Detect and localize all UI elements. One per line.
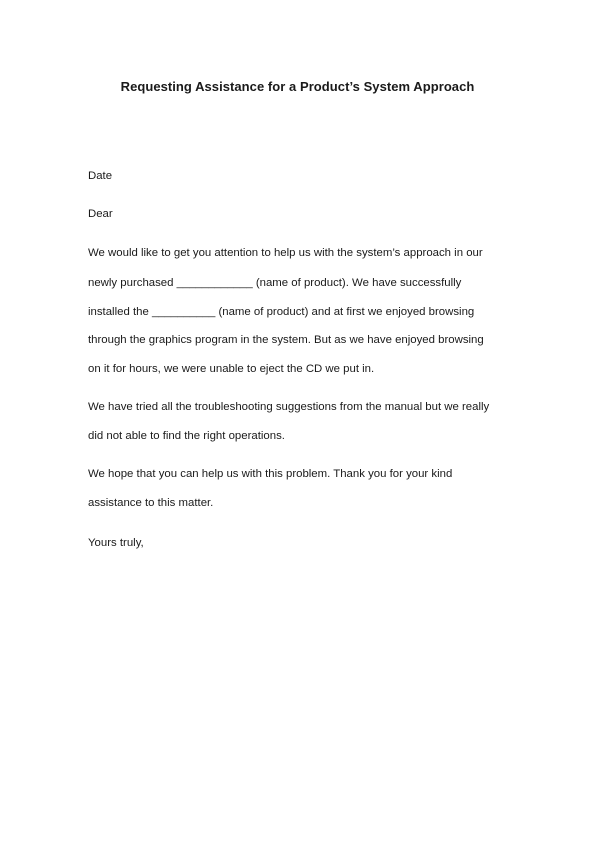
paragraph-3-line-1: We hope that you can help us with this problem. Thank you for your kind bbox=[88, 468, 453, 480]
paragraph-2-line-1: We have tried all the troubleshooting suggestions from the manual but we really bbox=[88, 401, 490, 413]
paragraph-1-line-5: on it for hours, we were unable to eject the CD we put in. bbox=[88, 363, 375, 375]
paragraph-1-line-4: through the graphics program in the system. But as we have enjoyed browsing bbox=[88, 334, 484, 346]
paragraph-2-line-2: did not able to find the right operations. bbox=[88, 430, 285, 442]
date-line: Date bbox=[88, 170, 113, 182]
paragraph-1-line-3: installed the __________ (name of product) and at first we enjoyed browsing bbox=[88, 306, 475, 318]
paragraph-1-line-1: We would like to get you attention to help us with the system’s approach in our bbox=[88, 247, 483, 259]
closing: Yours truly, bbox=[88, 537, 144, 549]
document-title: Requesting Assistance for a Product’s System Approach bbox=[120, 79, 475, 94]
salutation: Dear bbox=[88, 208, 113, 220]
paragraph-3-line-2: assistance to this matter. bbox=[88, 497, 214, 509]
paragraph-1-line-2: newly purchased ____________ (name of product). We have successfully bbox=[88, 277, 462, 289]
